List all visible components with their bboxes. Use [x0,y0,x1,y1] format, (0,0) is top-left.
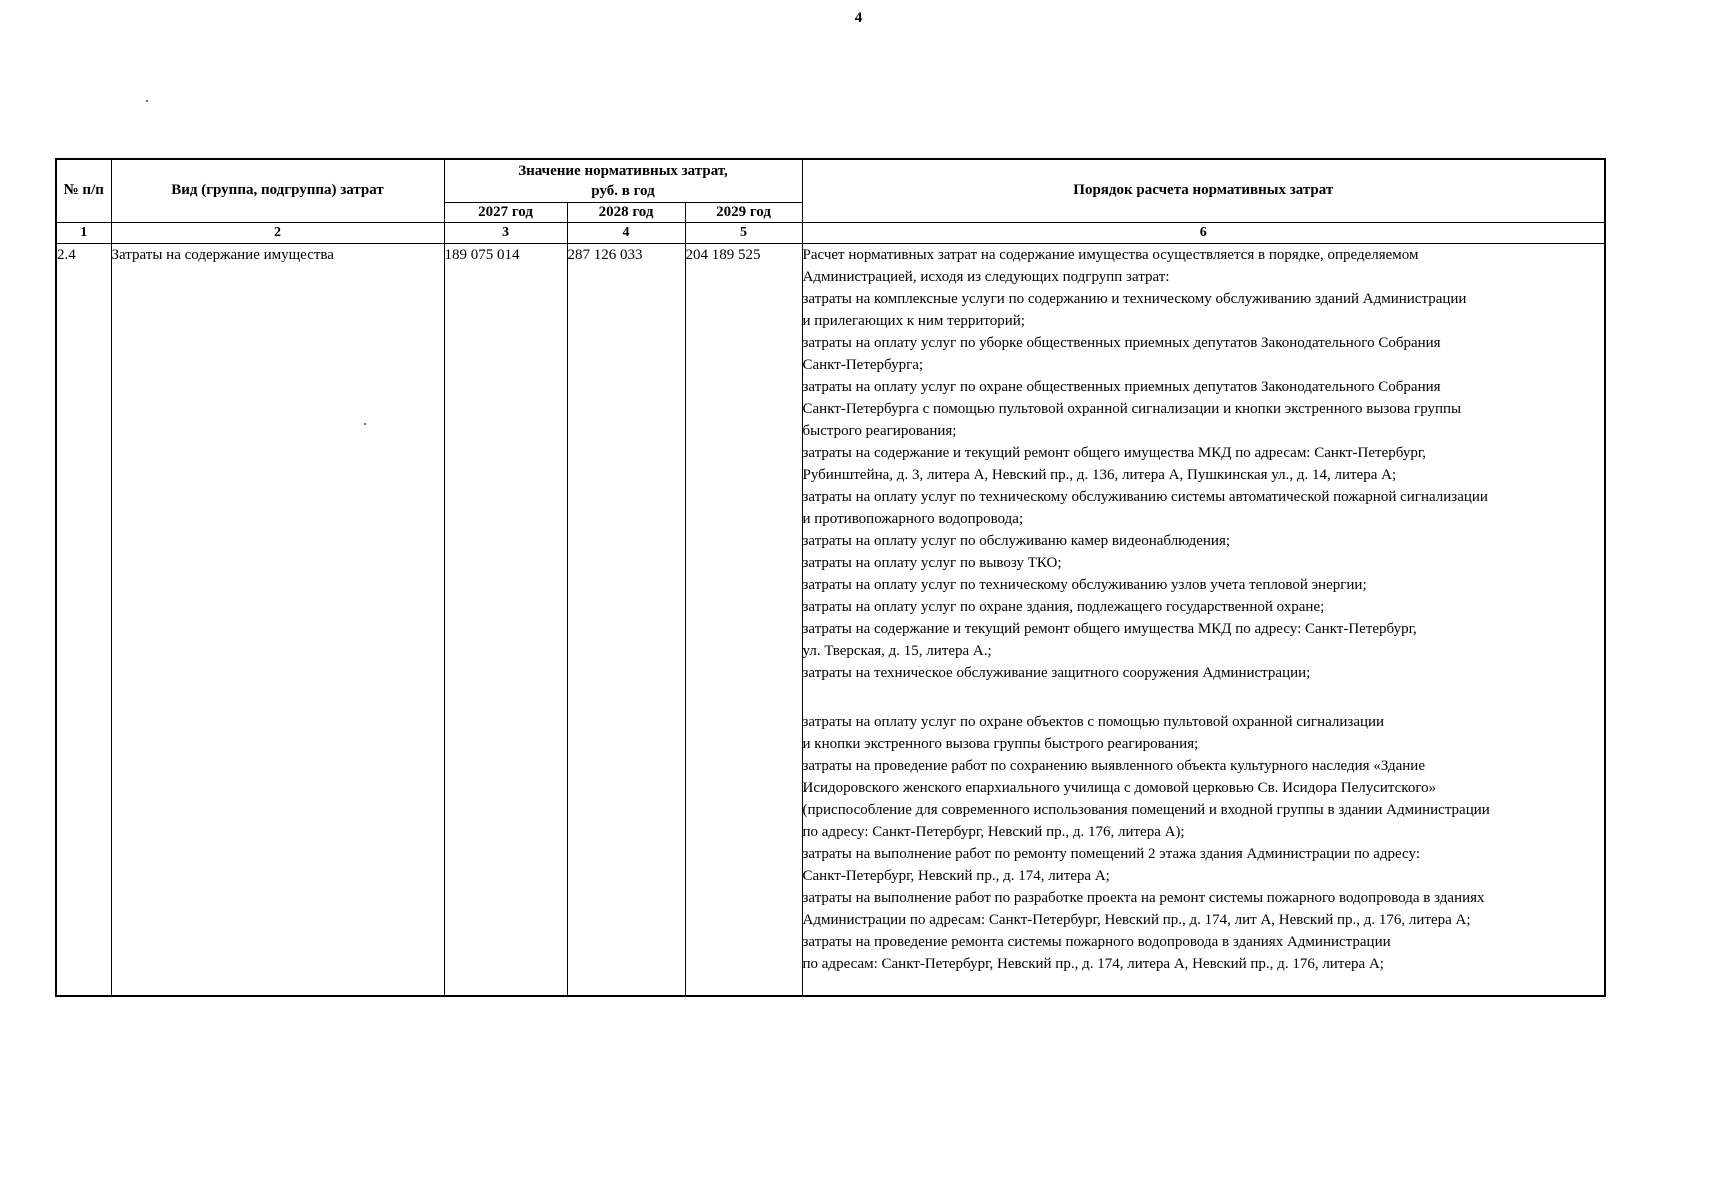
scan-speck [146,100,148,102]
description-line: затраты на оплату услуг по техническому обслуживанию системы автоматической пожарной сигнализации [802,488,1488,505]
header-cost-kind: Вид (группа, подгруппа) затрат [111,159,444,222]
description-line: Санкт-Петербурга с помощью пультовой охранной сигнализации и кнопки экстренного вызова группы [802,400,1462,417]
row-value-2027: 189 075 014 [444,243,567,996]
description-line: затраты на содержание и текущий ремонт общего имущества МКД по адресам: Санкт-Петербург, [802,444,1427,461]
description-line: (приспособление для современного использования помещений и входной группы в здании Администрации [802,801,1490,818]
header-values-line1: Значение нормативных затрат, [518,162,728,179]
description-line: затраты на оплату услуг по охране здания, подлежащего государственной охране; [802,598,1325,615]
description-line: затраты на оплату услуг по охране объектов с помощью пультовой охранной сигнализации [802,713,1385,730]
row-value-2028: 287 126 033 [567,243,685,996]
description-line: затраты на проведение ремонта системы пожарного водопровода в зданиях Администрации [802,933,1391,950]
description-line: затраты на комплексные услуги по содержанию и техническому обслуживанию зданий Администрации [802,290,1467,307]
description-line: Исидоровского женского епархиального училища с домовой церковью Св. Исидора Пелуситского» [802,779,1437,796]
description-line: по адресу: Санкт-Петербург, Невский пр., д. 176, литера А); [802,823,1185,840]
description-line: по адресам: Санкт-Петербург, Невский пр., д. 174, литера А, Невский пр., д. 176, литера А; [802,955,1384,972]
header-year-2029: 2029 год [685,202,802,222]
description-line: затраты на оплату услуг по вывозу ТКО; [802,554,1062,571]
description-line: ул. Тверская, д. 15, литера А.; [802,642,992,659]
description-line: и прилегающих к ним территорий; [802,312,1025,329]
row-cost-kind: Затраты на содержание имущества [111,243,444,996]
description-gap [803,684,1605,711]
description-line: Администрацией, исходя из следующих подгрупп затрат: [802,268,1170,285]
description-line: затраты на оплату услуг по техническому обслуживанию узлов учета тепловой энергии; [802,576,1367,593]
header-cost-values [444,159,802,202]
description-line: затраты на выполнение работ по ремонту помещений 2 этажа здания Администрации по адресу: [802,845,1420,862]
header-year-2028: 2028 год [567,202,685,222]
description-line: затраты на оплату услуг по обслуживаню камер видеонаблюдения; [802,532,1231,549]
description-line: затраты на содержание и текущий ремонт общего имущества МКД по адресу: Санкт-Петербург, [802,620,1417,637]
description-line: затраты на проведение работ по сохранению выявленного объекта культурного наследия «Здание [802,757,1425,774]
description-line: затраты на техническое обслуживание защитного сооружения Администрации; [802,664,1311,681]
description-line: быстрого реагирования; [802,422,957,439]
description-line: Администрации по адресам: Санкт-Петербург, Невский пр., д. 174, лит А, Невский пр., д. 176, литера А; [802,911,1471,928]
column-number: 6 [802,222,1605,243]
header-values-line2: руб. в год [591,182,655,199]
header-calculation-order: Порядок расчета нормативных затрат [802,159,1605,222]
header-number: № п/п [56,159,111,222]
description-line: Рубинштейна, д. 3, литера А, Невский пр., д. 136, литера А, Пушкинская ул., д. 14, литера А; [802,466,1397,483]
column-number: 1 [56,222,111,243]
table-row [56,243,1605,996]
description-line: и противопожарного водопровода; [802,510,1024,527]
row-calculation-description [802,243,1605,996]
column-number: 5 [685,222,802,243]
row-value-2029: 204 189 525 [685,243,802,996]
column-number: 2 [111,222,444,243]
normative-costs-table [55,158,1606,997]
column-number: 3 [444,222,567,243]
header-year-2027: 2027 год [444,202,567,222]
description-line: затраты на оплату услуг по охране общественных приемных депутатов Законодательного Собрания [802,378,1441,395]
page-number: 4 [854,10,863,26]
description-line: Санкт-Петербурга; [802,356,924,373]
column-number: 4 [567,222,685,243]
description-line: Расчет нормативных затрат на содержание имущества осуществляется в порядке, определяемом [802,246,1419,263]
description-line: Санкт-Петербург, Невский пр., д. 174, литера А; [802,867,1110,884]
row-number: 2.4 [56,243,111,996]
description-line: затраты на оплату услуг по уборке общественных приемных депутатов Законодательного Собрания [802,334,1441,351]
description-line: и кнопки экстренного вызова группы быстрого реагирования; [802,735,1199,752]
description-line: затраты на выполнение работ по разработке проекта на ремонт системы пожарного водопровода в зданиях [802,889,1485,906]
